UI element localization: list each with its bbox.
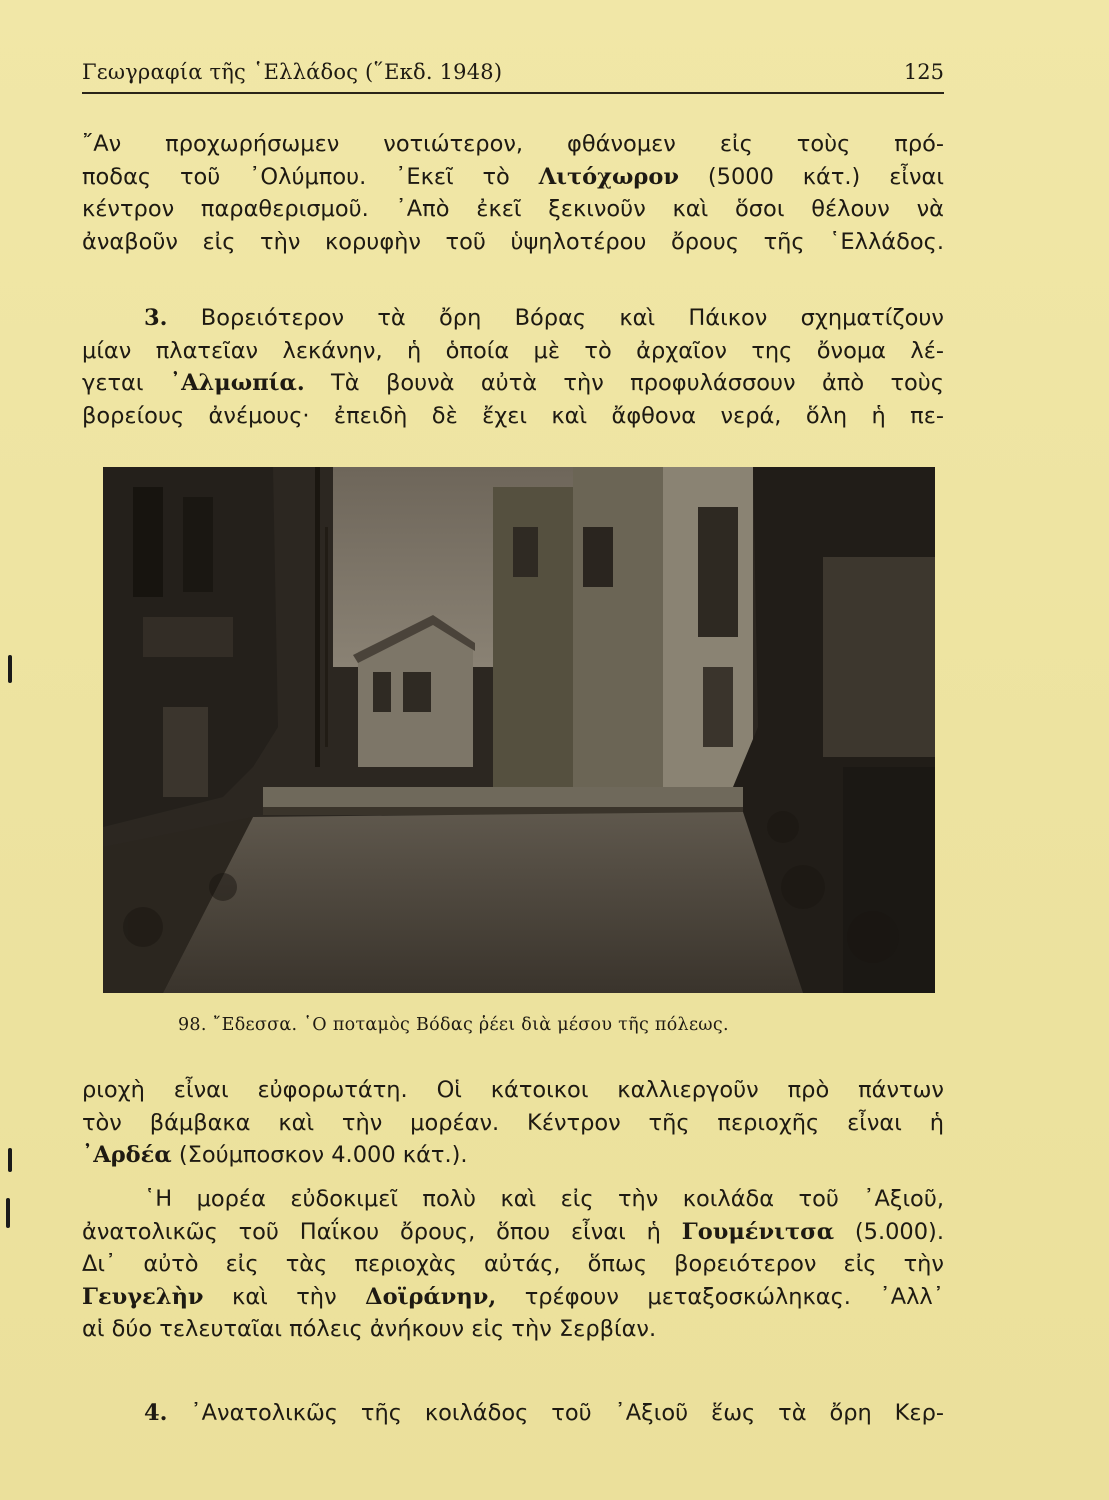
section-number: 4. xyxy=(144,1400,168,1426)
text-line: ριοχὴ εἶναι εὐφορωτάτη. Οἱ κάτοικοι καλλιεργοῦν πρὸ πάντων xyxy=(82,1077,944,1103)
paragraph-almopia xyxy=(82,302,944,432)
text-run: Τὰ βουνὰ αὐτὰ τὴν προφυλάσσουν ἀπὸ τοὺς xyxy=(304,370,944,396)
text-line xyxy=(82,1139,944,1172)
text-line: ἀναβοῦν εἰς τὴν κορυφὴν τοῦ ὑψηλοτέρου ὄρους τῆς ῾Ελλάδος. xyxy=(82,228,944,255)
margin-mark xyxy=(8,655,12,683)
text-run: (5000 κάτ.) εἶναι xyxy=(678,163,944,190)
text-line: αἱ δύο τελευταῖαι πόλεις ἀνήκουν εἰς τὴν Σερβίαν. xyxy=(82,1316,657,1342)
header-rule xyxy=(82,92,944,94)
place-name-ardea: ᾿Αρδέα xyxy=(82,1142,172,1168)
text-line: ῎Αν προχωρήσωμεν νοτιώτερον, φθάνομεν εἰς τοὺς πρό- xyxy=(82,131,944,157)
text-line xyxy=(82,1281,944,1314)
figure-caption: 98. ῎Εδεσσα. ῾Ο ποταμὸς Βόδας ῥέει διὰ μέσου τῆς πόλεως. xyxy=(178,1015,729,1035)
text-line: Δι᾿ αὐτὸ εἰς τὰς περιοχὰς αὐτάς, ὅπως βορειότερον εἰς τὴν xyxy=(82,1251,944,1277)
photo-illustration xyxy=(103,467,935,993)
paragraph-ardea xyxy=(82,1074,944,1172)
place-name-litochoron: Λιτόχωρον xyxy=(538,163,679,190)
header-title: Γεωγραφία τῆς ῾Ελλάδος (῞Εκδ. 1948) xyxy=(82,60,503,84)
text-run: γεται xyxy=(82,370,170,396)
text-line xyxy=(82,367,944,400)
text-run: Βορειότερον τὰ ὄρη Βόρας καὶ Πάικον σχηματίζουν xyxy=(167,305,944,331)
text-line: μίαν πλατεῖαν λεκάνην, ἡ ὁποία μὲ τὸ ἀρχαῖον της ὄνομα λέ- xyxy=(82,337,944,364)
paragraph-olympus xyxy=(82,128,944,258)
text-line: βορείους ἀνέμους· ἐπειδὴ δὲ ἔχει καὶ ἄφθονα νερά, ὅλη ἡ πε- xyxy=(82,402,944,429)
place-name-gevgeli: Γευγελὴν xyxy=(82,1283,204,1310)
page-number: 125 xyxy=(903,60,944,84)
paragraph-east-axios xyxy=(82,1397,944,1430)
text-run: ποδας τοῦ ᾿Ολύμπου. ᾿Εκεῖ τὸ xyxy=(82,163,539,190)
text-line: κέντρον παραθερισμοῦ. ᾿Απὸ ἐκεῖ ξεκινοῦν καὶ ὅσοι θέλουν νὰ xyxy=(82,196,944,222)
margin-mark xyxy=(8,1148,12,1172)
paragraph-silk xyxy=(82,1183,944,1346)
text-run: (Σούμποσκον 4.000 κάτ.). xyxy=(171,1142,468,1168)
place-name-almopia: ᾿Αλμωπία. xyxy=(169,370,305,396)
text-line: ῾Η μορέα εὐδοκιμεῖ πολὺ καὶ εἰς τὴν κοιλάδα τοῦ ᾿Αξιοῦ, xyxy=(144,1186,944,1212)
text-run: ᾿Ανατολικῶς τῆς κοιλάδος τοῦ ᾿Αξιοῦ ἕως τὰ ὄρη Κερ- xyxy=(167,1400,944,1426)
text-run: τρέφουν μεταξοσκώληκας. ᾿Αλλ᾿ xyxy=(496,1283,944,1310)
place-name-doirani: Δοϊράνην, xyxy=(365,1283,497,1310)
text-run: ἀνατολικῶς τοῦ Παΐκου ὄρους, ὅπου εἶναι ἡ xyxy=(82,1218,682,1245)
text-run: καὶ τὴν xyxy=(203,1283,366,1310)
place-name-goumenitsa: Γουμένιτσα xyxy=(681,1218,835,1245)
section-number: 3. xyxy=(144,305,168,331)
text-line xyxy=(82,161,944,194)
text-line xyxy=(82,302,944,335)
margin-mark xyxy=(6,1198,10,1228)
text-line xyxy=(82,1397,944,1430)
text-line: τὸν βάμβακα καὶ τὴν μορέαν. Κέντρον τῆς περιοχῆς εἶναι ἡ xyxy=(82,1109,944,1136)
photo-edessa-river xyxy=(103,467,935,993)
running-header xyxy=(82,60,944,94)
text-line xyxy=(82,1216,944,1249)
text-run: (5.000). xyxy=(834,1218,944,1245)
